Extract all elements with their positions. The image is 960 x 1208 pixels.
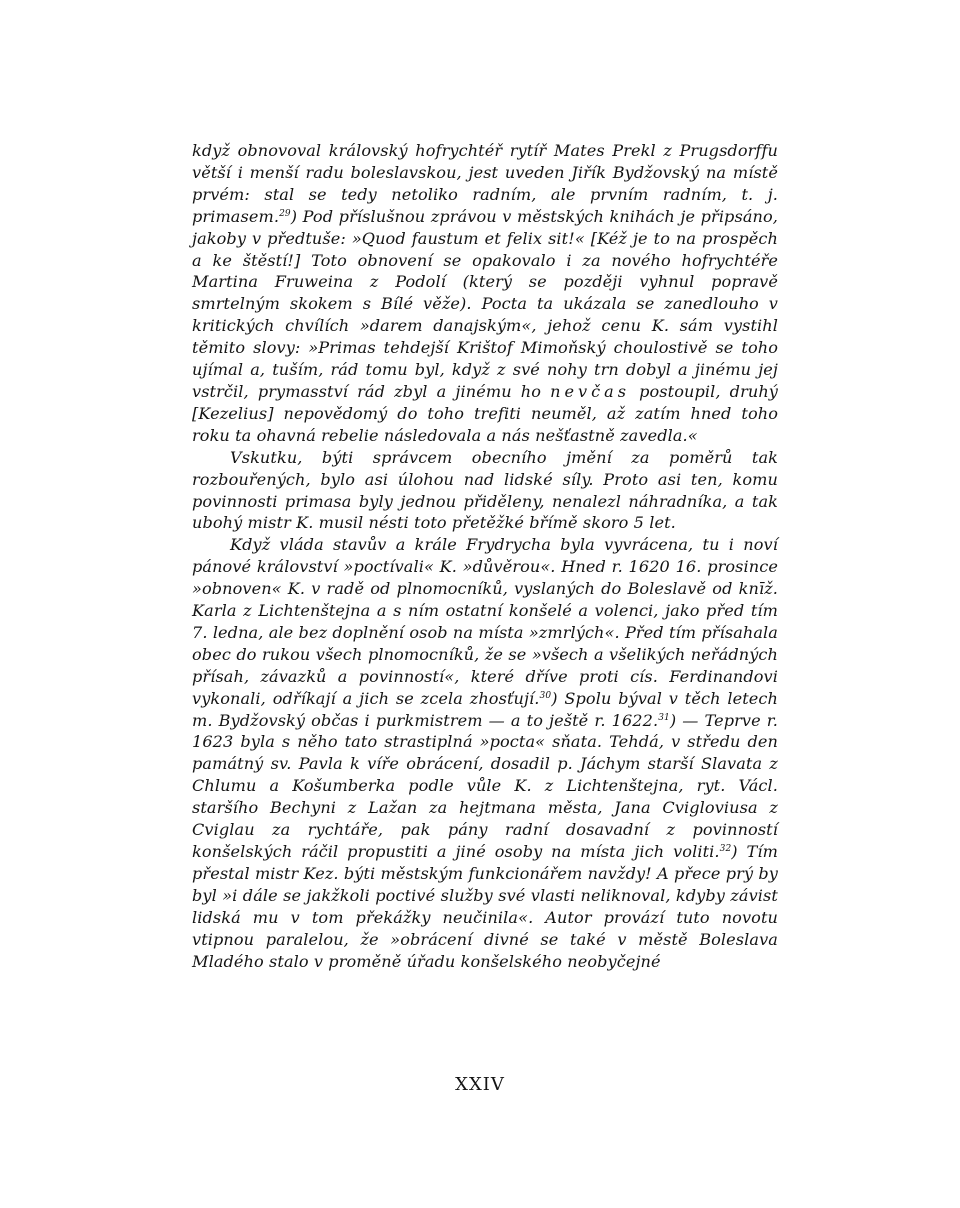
spaced-emphasis: nevčas [550, 381, 630, 401]
text-run: když obnovoval královský hofrychtéř rytíř Mates Prekl z Prugsdorffu větší i menší radu boleslavskou, jest uveden Jiřík Bydžovský na místě prvém: stal se tedy netoliko radním, ale prvním radním, t. j. primasem. [192, 141, 778, 226]
text-run: ) — Teprve r. 1623 byla s něho tato strastiplná »pocta« sňata. Tehdá, v středu den památný sv. Pavla k víře obrácení, dosadil p. Jáchym starší Slavata z Chlumu a Košumberka podle vůle K. z Lichtenštejna, ryt. Václ. staršího Bechyni z Lažan za hejtmana města, Jana Cvigloviusa z Cviglau za rychtáře, pak pány radní dosavadní z povinností konšelských ráčil propustiti a jiné osoby na místa jich voliti. [192, 710, 778, 861]
text-run: postoupil, druhý [Kezelius] nepovědomý do toho trefiti neuměl, až zatím hned toho roku ta ohavná rebelie následovala a nás nešťastně zavedla.« [192, 381, 778, 445]
paragraph [192, 447, 778, 535]
body-text [192, 140, 778, 972]
paragraph [192, 140, 778, 447]
footnote-ref: 29 [279, 208, 291, 219]
text-run: ) Spolu býval v těch letech m. Bydžovský občas i purkmistrem — a to ještě r. 1622. [192, 688, 778, 730]
footnote-ref: 30 [539, 690, 552, 701]
text-run: ) Tím přestal mistr Kez. býti městským funkcionářem navždy! A přece prý by byl »i dále se jakžkoli poctivé služby své vlasti neliknoval, kdyby závist lidská mu v tom překážky neučinila«. Autor provází tuto novotu vtipnou paralelou, že »obrácení divné se také v městě Boleslava Mladého stalo v proměně úřadu konšelského neobyčejné [192, 842, 778, 971]
text-run: ) Pod příslušnou zprávou v městských knihách je připsáno, jakoby v předtuše: »Quod faustum et felix sit!« [Kéž je to na prospěch a ke štěstí!] Toto obnovení se opakovalo i za nového hofrychtéře Martina Fruweina z Podolí (který se později vyhnul popravě smrtelným skokem s Bílé věže). Pocta ta ukázala se zanedlouho v kritických chvílích »darem danajským«, jehož cenu K. sám vystihl těmito slovy: »Primas tehdejší Krištof Mimoňský choulostivě se toho ujímal a, tuším, rád tomu byl, když z své nohy trn dobyl a jinému jej vstrčil, prymasství rád zbyl a jinému ho [192, 206, 778, 401]
text-run: Když vláda stavův a krále Frydrycha byla vyvrácena, tu i noví pánové království »poctívali« K. »důvěrou«. Hned r. 1620 16. prosince »obnoven« K. v radě od plnomocníků, vyslaných do Boleslavě od knīž. Karla z Lichtenštejna a s ním ostatní konšelé a volenci, jako před tím 7. ledna, ale bez doplnění osob na místa »zmrlých«. Před tím přísahala obec do rukou všech plnomocníků, že se »všech a všelikých neřádných přísah, závazků a povinností«, které dříve proti cís. Ferdinandovi vykonali, odříkají a jich se zcela zhosťují. [192, 535, 778, 708]
paragraph [192, 534, 778, 972]
page-number: XXIV [455, 1074, 505, 1095]
footnote-ref: 32 [719, 844, 732, 854]
footnote-ref: 31 [658, 712, 670, 723]
text-run: Vskutku, býti správcem obecního jmění za poměrů tak rozbouřených, bylo asi úlohou nad lidské síly. Proto asi ten, komu povinnosti primasa byly jednou přiděleny, nenalezl náhradníka, a tak ubohý mistr K. musil nésti toto přetěžké břímě skoro 5 let. [192, 447, 778, 533]
